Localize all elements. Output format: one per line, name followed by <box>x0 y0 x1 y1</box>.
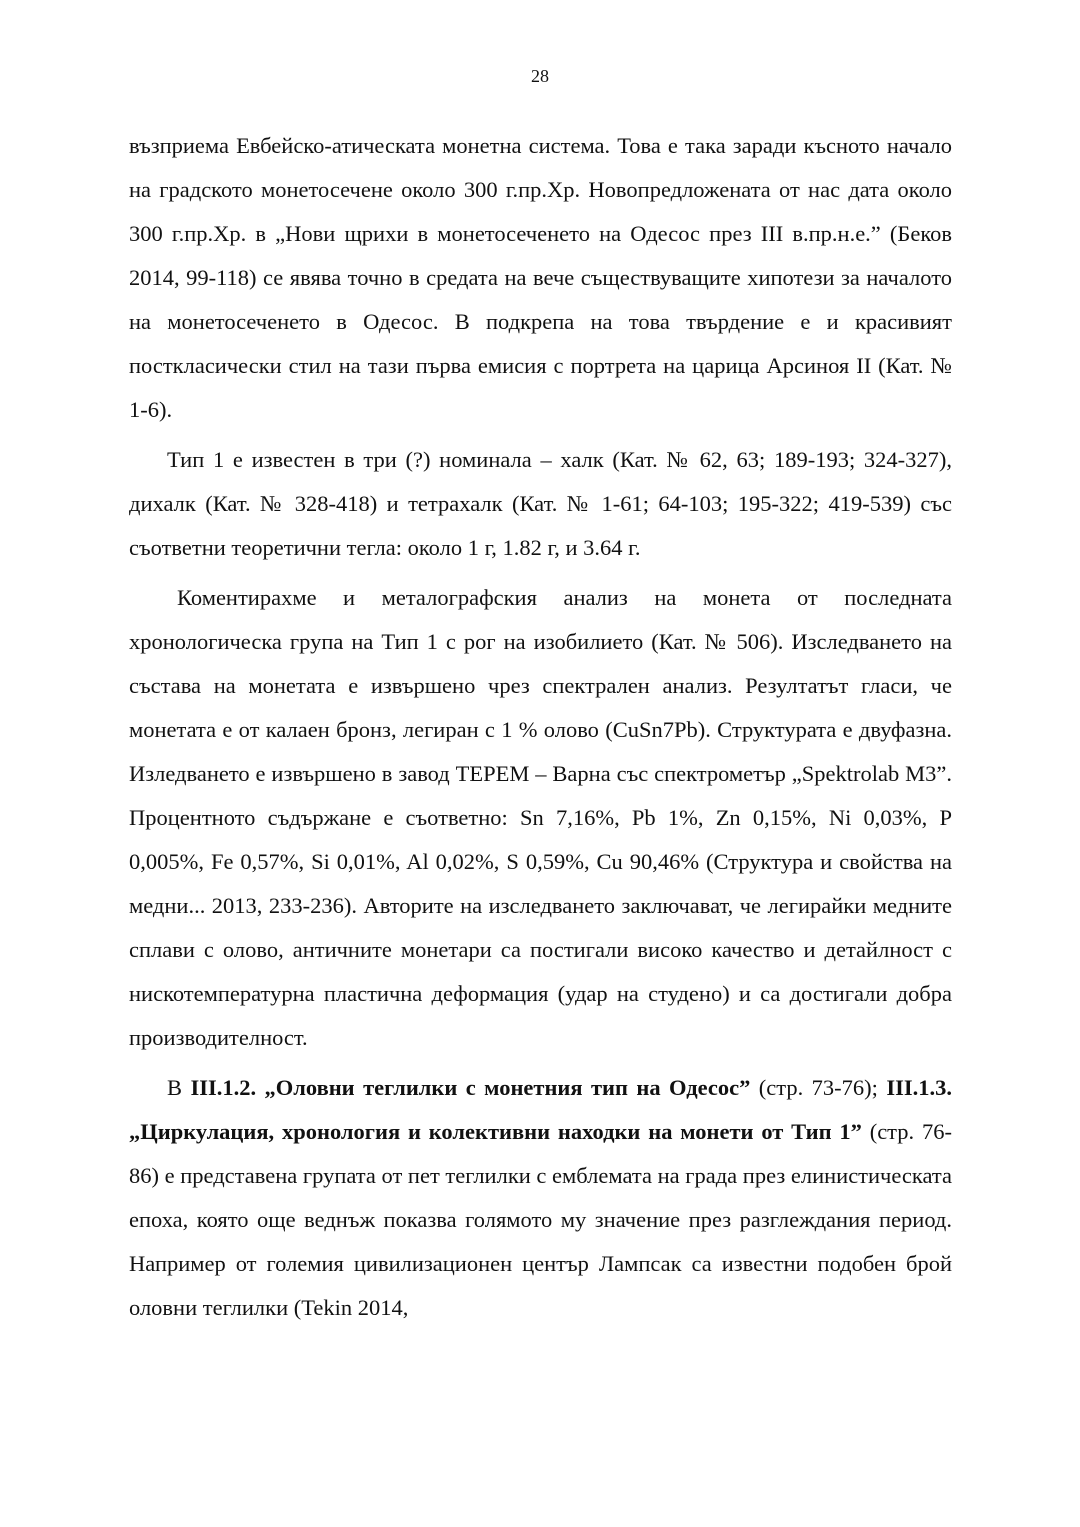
page-body <box>129 124 952 1336</box>
paragraph-4-body: (стр. 76-86) е представена групата от пет теглилки с емблемата на града през елинистическата епоха, която още веднъж показва голямото му значение през разглеждания период. Например от големия цивилизационен център Лампсак са известни подобен брой оловни теглилки (Tekin 2014, <box>129 1119 952 1320</box>
paragraph-2: Тип 1 е известен в три (?) номинала – халк (Кат. № 62, 63; 189-193; 324-327), дихалк (Кат. № 328-418) и тетрахалк (Кат. № 1-61; 64-103; 195-322; 419-539) със съответни теоретични тегла: около 1 г, 1.82 г, и 3.64 г. <box>129 447 952 560</box>
paragraph-4-pages-1: (стр. 73-76); <box>750 1075 887 1100</box>
paragraph-4 <box>129 1066 952 1330</box>
section-title-iii-1-2: III.1.2. „Оловни теглилки с монетния тип на Одесос” <box>190 1075 751 1100</box>
page-number: 28 <box>531 66 549 86</box>
paragraph-4-intro: В <box>167 1075 191 1100</box>
section-title-iii-1-3: III.1.3. „Циркулация, хронология и колективни находки на монети от Тип 1” <box>129 1075 952 1144</box>
paragraph-3: Коментирахме и металографския анализ на монета от последната хронологическа група на Тип 1 с рог на изобилието (Кат. № 506). Изследването на състава на монетата е извършено чрез спектрален анализ. Резултатът гласи, че монетата е от калаен бронз, легиран с 1 % олово (CuSn7Pb). Структурата е двуфазна. Изледването е извършено в завод ТЕРЕМ – Варна със спектрометър „Spektrolab M3”. Процентното съдържане е съответно: Sn 7,16%, Pb 1%, Zn 0,15%, Ni 0,03%, P 0,005%, Fe 0,57%, Si 0,01%, Al 0,02%, S 0,59%, Cu 90,46% (Структура и свойства на медни... 2013, 233-236). Авторите на изследването заключават, че легирайки медните сплави с олово, античните монетари са постигали високо качество и детайлност с нискотемпературна пластична деформация (удар на студено) и са достигали добра производителност. <box>129 585 952 1050</box>
paragraph-1: възприема Евбейско-атическата монетна система. Това е така заради късното начало на градското монетосечене около 300 г.пр.Хр. Новопредложената от нас дата около 300 г.пр.Хр. в „Нови щрихи в монетосеченето на Одесос през III в.пр.н.е.” (Беков 2014, 99-118) се явява точно в средата на вече съществуващите хипотези за началото на монетосеченето в Одесос. В подкрепа на това твърдение е и красивият посткласически стил на тази първа емисия с портрета на царица Арсиноя II (Кат. № 1-6). <box>129 133 952 422</box>
